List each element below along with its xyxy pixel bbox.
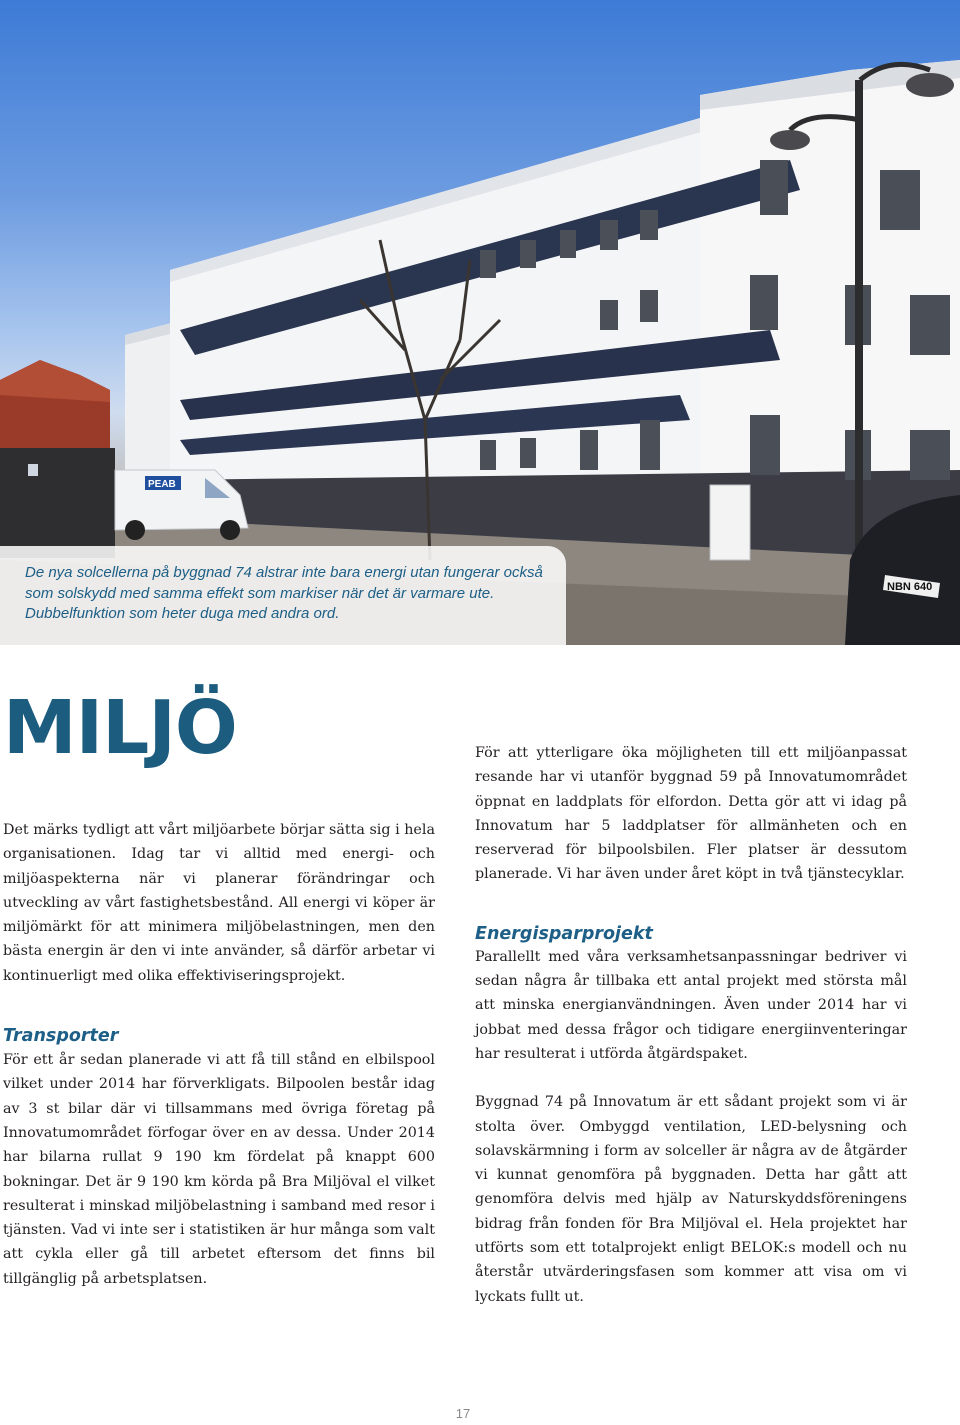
paragraph-spacer [475, 1066, 907, 1090]
transport-heading: Transporter [3, 1026, 119, 1047]
energy-heading: Energisparprojekt [475, 923, 653, 944]
page-title: MILJÖ [3, 685, 237, 771]
intro-paragraph: Det märks tydligt att vårt miljöarbete börjar sätta sig i hela organisationen. Idag tar vi alltid med energi- och miljöaspekterna när vi planerar förändringar och utveckling av vårt fastighetsbestånd. All energi vi köper är miljömärkt för att minimera miljöbelastningen, men den bästa energin är den vi inte använder, så därför arbetar vi kontinuerligt med olika effektiviseringsprojekt. [3, 822, 435, 984]
energy-paragraph: Parallellt med våra verksamhetsanpassningar bedriver vi sedan några år tillbaka ett antal projekt med största mål att minska energianvändningen. Även under 2014 har vi jobbat med dessa frågor och tidigare energiinventeringar har resulterat i utförda åtgärdspaket. [475, 948, 907, 1062]
dark-shed [0, 448, 115, 558]
building-door [710, 485, 750, 560]
transport-paragraph: För ett år sedan planerade vi att få till stånd en elbilspool vilket under 2014 har förverkligats. Bilpoolen består idag av 3 st bilar där vi tillsammans med övriga företag på Innovatumområdet förfogar över en av dessa. Under 2014 har bilarna rullat 9 190 km fördelat på knappt 600 bokningar. Det är 9 190 km körda på Bra Miljöval el vilket resulterat i minskad miljöbelastning i samband med resor i tjänsten. Vad vi inte ser i statistiken är hur många som valt att cykla eller gå till arbetet eftersom det finns bil tillgänglig på arbetsplatsen. [3, 1052, 435, 1287]
page-number: 17 [455, 1406, 471, 1421]
license-plate-text: NBN 640 [887, 581, 933, 593]
right-column [475, 741, 907, 1309]
left-column [3, 818, 435, 1291]
photo-caption: De nya solcellerna på byggnad 74 alstrar inte bara energi utan fungerar också som solskydd med samma effekt som markiser när det är varmare ute. Dubbelfunktion som heter duga med andra ord. [25, 564, 543, 622]
van-sign-text: PEAB [148, 479, 176, 490]
charging-paragraph: För att ytterligare öka möjligheten till ett miljöanpassat resande har vi utanför byggnad 59 på Innovatumområdet öppnat en laddplats för elfordon. Detta gör att vi idag på Innovatum har 5 laddplatser för allmänheten och en reserverad för bilpoolsbilen. Fler platser är dessutom planerade. Vi har även under året köpt in två tjänstecyklar. [475, 745, 907, 883]
building-paragraph: Byggnad 74 på Innovatum är ett sådant projekt som vi är stolta över. Ombyggd ventilation, LED-belysning och solavskärmning i form av solceller är några av de åtgärder vi kunnat genomföra på byggnaden. Detta har gått att genomföra delvis med hjälp av Naturskyddsföreningens bidrag från fonden för Bra Miljöval el. Hela projektet har utförts som ett totalprojekt enligt BELOK:s modell och nu återstår utvärderingsfasen som kommer att visa om vi lyckats fullt ut. [475, 1094, 907, 1305]
